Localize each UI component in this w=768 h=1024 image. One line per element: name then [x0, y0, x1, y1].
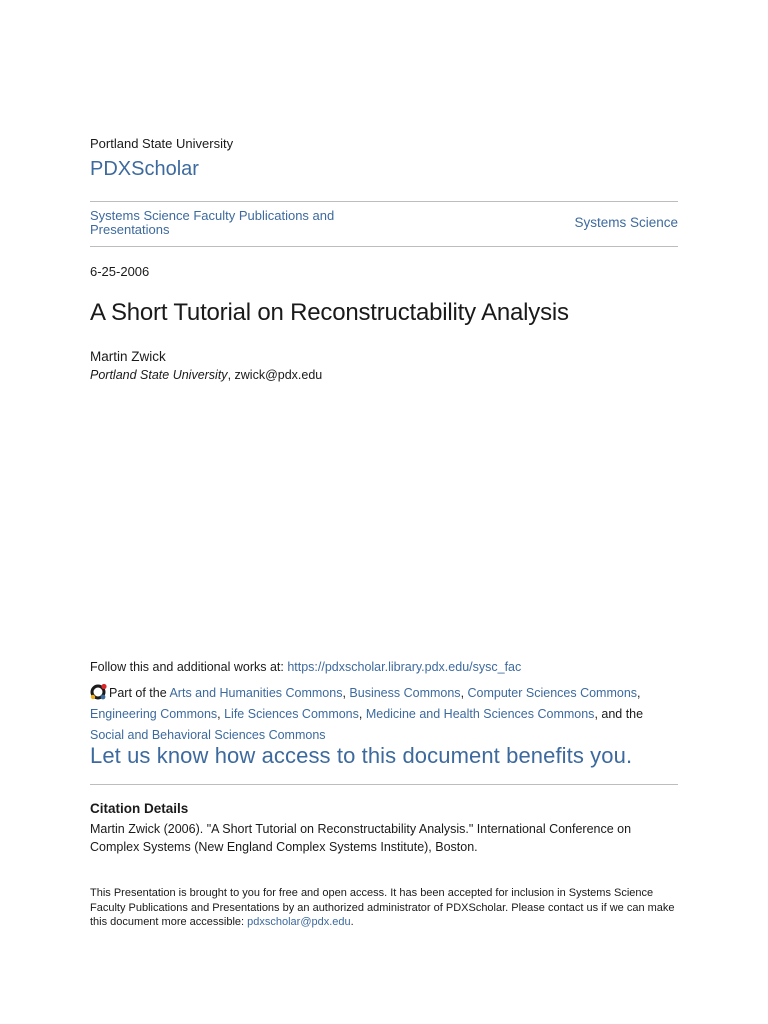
- divider-top: [90, 201, 678, 202]
- document-title: A Short Tutorial on Reconstructability Analysis: [90, 299, 569, 326]
- repository-link[interactable]: PDXScholar: [90, 158, 199, 180]
- commons-separator: ,: [217, 707, 225, 721]
- commons-link-social-behavioral[interactable]: Social and Behavioral Sciences Commons: [90, 728, 326, 742]
- citation-heading: Citation Details: [90, 801, 189, 816]
- citation-text: Martin Zwick (2006). "A Short Tutorial on Reconstructability Analysis." International Conference on Complex Systems (New England Complex Systems Institute), Boston.: [90, 822, 632, 854]
- access-notice-text: This Presentation is brought to you for free and open access. It has been accepted for inclusion in Systems Science Faculty Publications and Presentations by an authorized administrator of PDXScholar. Please contact us if we can make this document more accessible:: [90, 887, 675, 928]
- network-commons-icon: [90, 683, 107, 700]
- part-of-commons: [90, 683, 678, 746]
- commons-separator: ,: [342, 686, 350, 700]
- part-of-prefix: Part of the: [109, 686, 170, 700]
- commons-link-business[interactable]: Business Commons: [349, 686, 461, 700]
- author-email: , zwick@pdx.edu: [227, 368, 323, 382]
- collection-link[interactable]: Systems Science Faculty Publications and Presentations: [90, 208, 335, 237]
- commons-link-computer-sciences[interactable]: Computer Sciences Commons: [467, 686, 638, 700]
- access-notice-end: .: [350, 916, 354, 928]
- divider-citation: [90, 784, 678, 785]
- access-notice: [90, 886, 678, 930]
- publication-date: 6-25-2006: [90, 264, 150, 279]
- commons-link-medicine-health[interactable]: Medicine and Health Sciences Commons: [365, 707, 595, 721]
- commons-and-the: , and the: [594, 707, 644, 721]
- commons-link-arts-humanities[interactable]: Arts and Humanities Commons: [169, 686, 343, 700]
- divider-header-bottom: [90, 246, 678, 247]
- commons-link-engineering[interactable]: Engineering Commons: [90, 707, 218, 721]
- benefit-feedback-link[interactable]: Let us know how access to this document benefits you.: [90, 743, 633, 768]
- follow-url-link[interactable]: https://pdxscholar.library.pdx.edu/sysc_fac: [287, 660, 522, 674]
- contact-email-link[interactable]: pdxscholar@pdx.edu: [247, 916, 351, 928]
- institution-name: Portland State University: [90, 136, 234, 151]
- author-affiliation: [90, 368, 678, 382]
- commons-separator: ,: [637, 686, 641, 700]
- affiliation-name: Portland State University: [90, 368, 228, 382]
- follow-line: [90, 660, 678, 674]
- commons-separator: ,: [358, 707, 366, 721]
- author-name: Martin Zwick: [90, 349, 166, 364]
- follow-label: Follow this and additional works at:: [90, 660, 288, 674]
- commons-separator: ,: [460, 686, 468, 700]
- commons-link-life-sciences[interactable]: Life Sciences Commons: [224, 707, 359, 721]
- department-link[interactable]: Systems Science: [574, 215, 678, 230]
